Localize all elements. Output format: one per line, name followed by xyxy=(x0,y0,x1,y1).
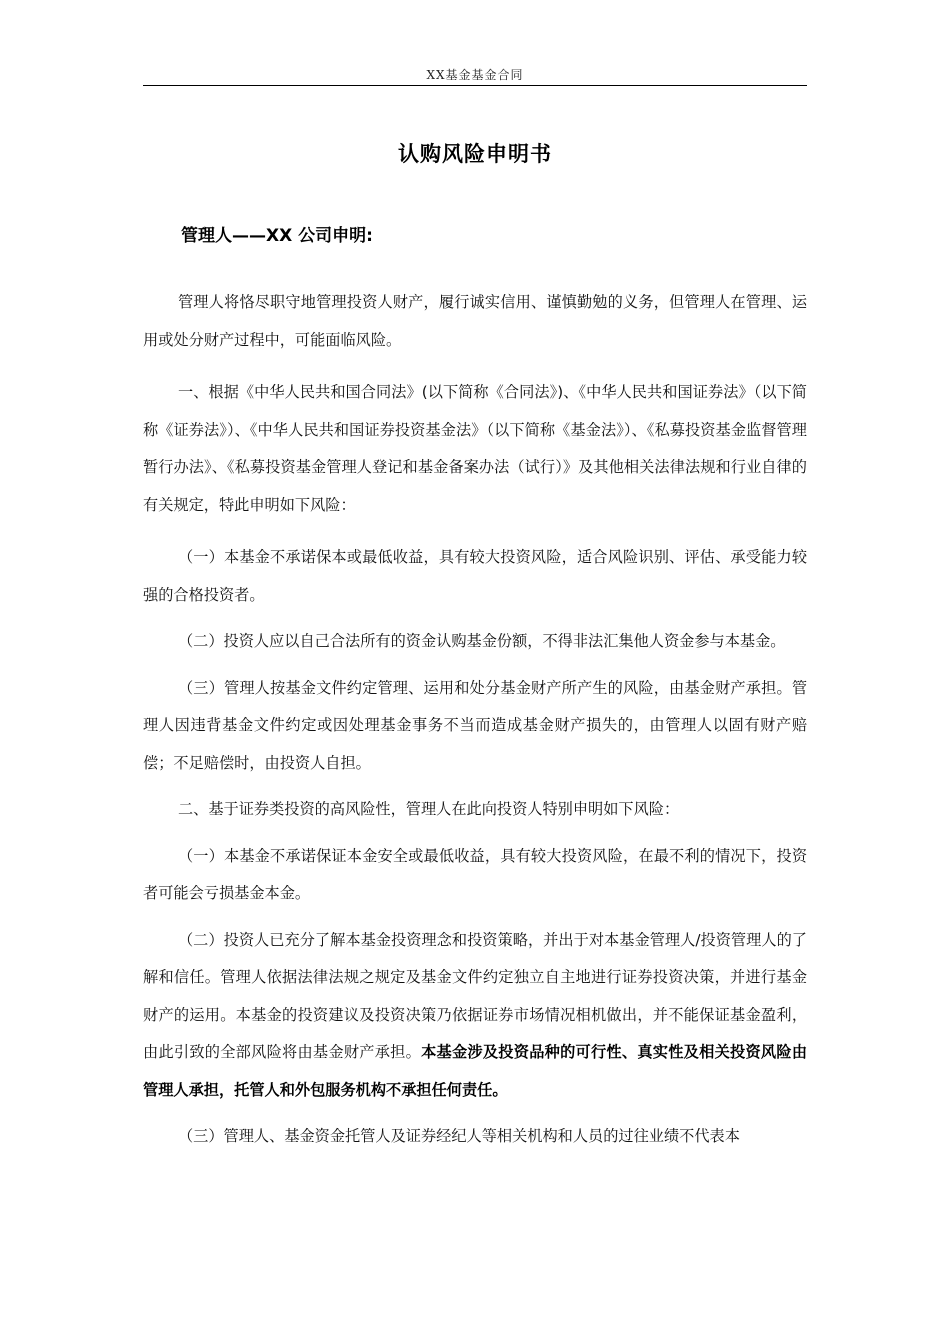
intro-paragraph: 管理人将恪尽职守地管理投资人财产，履行诚实信用、谨慎勤勉的义务，但管理人在管理、运用或处分财产过程中，可能面临风险。 xyxy=(143,293,807,349)
header-rule xyxy=(143,85,807,86)
section-2-item-3: （三）管理人、基金资金托管人及证券经纪人等相关机构和人员的过往业绩不代表本 xyxy=(177,1127,740,1145)
section-1-item-1: （一）本基金不承诺保本或最低收益，具有较大投资风险，适合风险识别、评估、承受能力较强的合格投资者。 xyxy=(143,548,807,604)
section-2-item-1: （一）本基金不承诺保证本金安全或最低收益，具有较大投资风险，在最不利的情况下，投资者可能会亏损基金本金。 xyxy=(143,846,807,902)
section-1-paragraph: 一、根据《中华人民共和国合同法》(以下简称《合同法》)、《中华人民共和国证券法》（以下简称《证券法》）、《中华人民共和国证券投资基金法》（以下简称《基金法》）、《私募投资基金监督管理暂行办法》、《私募投资基金管理人登记和基金备案办法（试行）》及其他相关法律法规和行业自律的有关规定，特此申明如下风险： xyxy=(143,383,807,514)
bold-disclaimer: 本基金涉及投资品种的可行性、真实性及相关投资风险由管理人承担，托管人和外包服务机构不承担任何责任。 xyxy=(143,1043,808,1099)
section-2-paragraph: 二、基于证券类投资的高风险性，管理人在此向投资人特别申明如下风险： xyxy=(177,800,680,818)
document-body xyxy=(143,284,807,1165)
section-1-item-2: （二）投资人应以自己合法所有的资金认购基金份额，不得非法汇集他人资金参与本基金。 xyxy=(177,632,786,650)
declarant-heading: 管理人——XX 公司申明: xyxy=(181,226,373,246)
running-header: XX基金基金合同 xyxy=(426,68,524,82)
document-title: 认购风险申明书 xyxy=(398,142,552,166)
section-2-item-2: （二）投资人已充分了解本基金投资理念和投资策略，并出于对本基金管理人/投资管理人的了解和信任。管理人依据法律法规之规定及基金文件约定独立自主地进行证券投资决策，并进行基金财产的运用。本基金的投资建议及投资决策乃依据证券市场情况相机做出，并不能保证基金盈利，由此引致的全部风险将由基金财产承担。本基金涉及投资品种的可行性、真实性及相关投资风险由管理人承担，托管人和外包服务机构不承担任何责任。 xyxy=(143,930,808,1099)
section-1-item-3: （三）管理人按基金文件约定管理、运用和处分基金财产所产生的风险，由基金财产承担。管理人因违背基金文件约定或因处理基金事务不当而造成基金财产损失的，由管理人以固有财产赔偿；不足赔偿时，由投资人自担。 xyxy=(143,678,807,772)
